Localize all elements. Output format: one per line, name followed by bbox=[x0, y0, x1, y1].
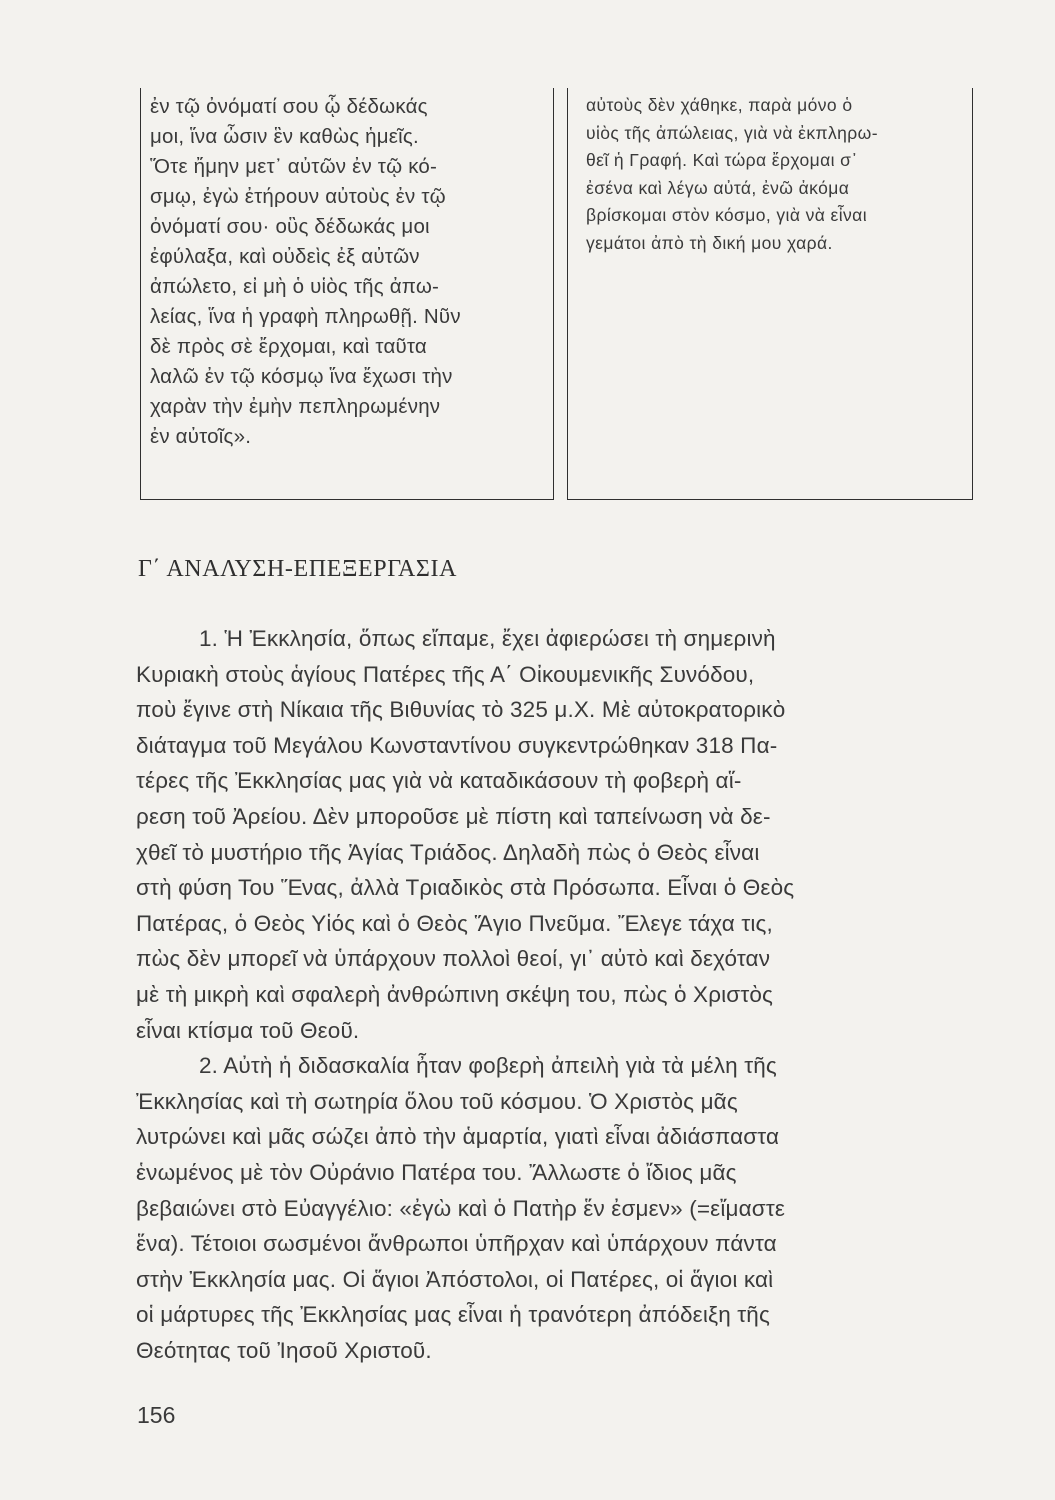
text-line: λαλῶ ἐν τῷ κόσμῳ ἵνα ἔχωσι τὴν bbox=[150, 365, 453, 388]
text-line: λείας, ἵνα ἡ γραφὴ πληρωθῇ. Νῦν bbox=[150, 305, 461, 328]
text-line: 1. Ἡ Ἐκκλησία, ὅπως εἴπαμε, ἔχει ἀφιερώσει τὴ σημερινὴ bbox=[199, 626, 776, 651]
text-line: στὴν Ἐκκλησία μας. Οἱ ἅγιοι Ἀπόστολοι, οἱ Πατέρες, οἱ ἅγιοι καὶ bbox=[136, 1266, 774, 1292]
text-line: μὲ τὴ μικρὴ καὶ σφαλερὴ ἀνθρώπινη σκέψη του, πὼς ὁ Χριστὸς bbox=[136, 981, 774, 1007]
body-text bbox=[136, 621, 981, 1368]
text-line: Θεότητας τοῦ Ἰησοῦ Χριστοῦ. bbox=[136, 1337, 432, 1363]
paragraph-1 bbox=[136, 621, 981, 1048]
text-line: ρεση τοῦ Ἀρείου. Δὲν μποροῦσε μὲ πίστη καὶ ταπείνωση νὰ δε- bbox=[136, 803, 771, 829]
text-line: εἶναι κτίσμα τοῦ Θεοῦ. bbox=[136, 1017, 360, 1043]
text-line: οἱ μάρτυρες τῆς Ἐκκλησίας μας εἶναι ἡ τρανότερη ἀπόδειξη τῆς bbox=[136, 1302, 770, 1328]
quote-box-right bbox=[567, 88, 973, 500]
quote-box-left-text bbox=[141, 88, 553, 452]
paragraph-2 bbox=[136, 1048, 981, 1368]
text-line: ἑνωμένος μὲ τὸν Οὐράνιο Πατέρα του. Ἄλλωστε ὁ ἴδιος μᾶς bbox=[136, 1159, 737, 1185]
text-line: 2. Αὐτὴ ἡ διδασκαλία ἦταν φοβερὴ ἀπειλὴ γιὰ τὰ μέλη τῆς bbox=[199, 1053, 777, 1079]
text-line: Ὅτε ἤμην μετ᾽ αὐτῶν ἐν τῷ κό- bbox=[150, 155, 438, 178]
text-line: ὀνόματί σου· οὓς δέδωκάς μοι bbox=[150, 215, 430, 238]
text-line: ἐσένα καὶ λέγω αὐτά, ἐνῶ ἀκόμα bbox=[586, 177, 850, 198]
text-line: υἱὸς τῆς ἀπώλειας, γιὰ νὰ ἐκπληρω- bbox=[586, 122, 878, 143]
text-line: ἐφύλαξα, καὶ οὐδεὶς ἐξ αὐτῶν bbox=[150, 245, 420, 268]
text-line: Ἐκκλησίας καὶ τὴ σωτηρία ὅλου τοῦ κόσμου. Ὁ Χριστὸς μᾶς bbox=[136, 1088, 738, 1114]
text-line: χθεῖ τὸ μυστήριο τῆς Ἁγίας Τριάδος. Δηλαδὴ πὼς ὁ Θεὸς εἶναι bbox=[136, 839, 760, 865]
quote-box-left bbox=[140, 88, 554, 500]
text-line: πὼς δὲν μπορεῖ νὰ ὑπάρχουν πολλοὶ θεοί, γι᾽ αὐτὸ καὶ δεχόταν bbox=[136, 946, 771, 972]
text-line: στὴ φύση Του Ἕνας, ἀλλὰ Τριαδικὸς στὰ Πρόσωπα. Εἶναι ὁ Θεὸς bbox=[136, 875, 795, 901]
text-line: θεῖ ἡ Γραφή. Καὶ τώρα ἔρχομαι σ᾽ bbox=[586, 150, 858, 170]
text-line: ποὺ ἔγινε στὴ Νίκαια τῆς Βιθυνίας τὸ 325 μ.Χ. Μὲ αὐτοκρατορικὸ bbox=[136, 697, 786, 723]
page-number: 156 bbox=[137, 1402, 176, 1428]
text-line: τέρες τῆς Ἐκκλησίας μας γιὰ νὰ καταδικάσουν τὴ φοβερὴ αἵ- bbox=[136, 768, 742, 794]
text-line: μοι, ἵνα ὦσιν ἓν καθὼς ἡμεῖς. bbox=[150, 125, 419, 148]
text-line: βρίσκομαι στὸν κόσμο, γιὰ νὰ εἶναι bbox=[586, 205, 867, 225]
text-line: ἕνα). Τέτοιοι σωσμένοι ἄνθρωποι ὑπῆρχαν καὶ ὑπάρχουν πάντα bbox=[136, 1231, 777, 1257]
text-line: δὲ πρὸς σὲ ἔρχομαι, καὶ ταῦτα bbox=[150, 335, 427, 358]
text-line: διάταγμα τοῦ Μεγάλου Κωνσταντίνου συγκεντρώθηκαν 318 Πα- bbox=[136, 732, 778, 758]
text-line: Πατέρας, ὁ Θεὸς Υἱός καὶ ὁ Θεὸς Ἅγιο Πνεῦμα. Ἔλεγε τάχα τις, bbox=[136, 910, 773, 936]
text-line: Κυριακὴ στοὺς ἁγίους Πατέρες τῆς Α΄ Οἰκουμενικῆς Συνόδου, bbox=[136, 661, 755, 687]
text-line: αὐτοὺς δὲν χάθηκε, παρὰ μόνο ὁ bbox=[586, 95, 853, 115]
text-line: ἀπώλετο, εἰ μὴ ὁ υἱὸς τῆς ἀπω- bbox=[150, 275, 440, 298]
text-line: ἐν αὐτοῖς». bbox=[150, 425, 252, 448]
text-line: βεβαιώνει στὸ Εὐαγγέλιο: «ἐγὼ καὶ ὁ Πατὴρ ἕν ἐσμεν» (=εἴμαστε bbox=[136, 1195, 786, 1221]
text-line: ἐν τῷ ὀνόματί σου ᾧ δέδωκάς bbox=[150, 95, 428, 118]
quote-box-right-text bbox=[568, 88, 972, 257]
text-line: γεμάτοι ἀπὸ τὴ δική μου χαρά. bbox=[586, 232, 833, 253]
text-line: σμῳ, ἐγὼ ἐτήρουν αὐτοὺς ἐν τῷ bbox=[150, 185, 446, 208]
text-line: χαρὰν τὴν ἐμὴν πεπληρωμένην bbox=[150, 395, 441, 418]
text-line: λυτρώνει καὶ μᾶς σώζει ἀπὸ τὴν ἁμαρτία, γιατὶ εἶναι ἀδιάσπαστα bbox=[136, 1124, 780, 1150]
section-heading: Γ΄ ΑΝΑΛΥΣΗ-ΕΠΕΞΕΡΓΑΣΙΑ bbox=[138, 556, 458, 582]
